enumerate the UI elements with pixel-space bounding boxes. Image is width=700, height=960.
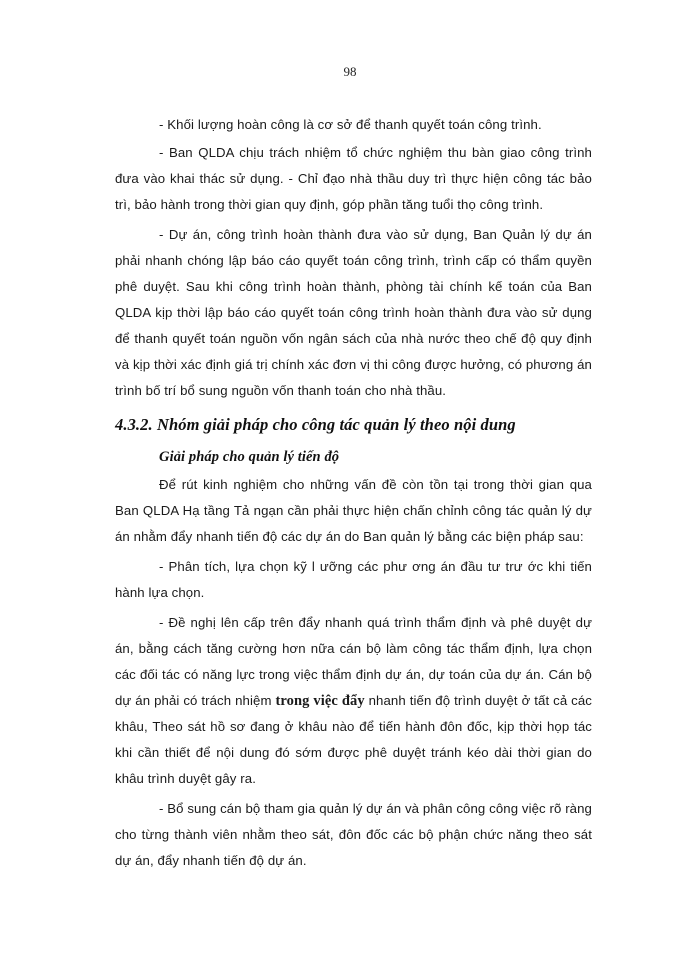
paragraph-appraisal-text-end: nhanh tiến độ trình duyệt ở tất cả các khâu, Theo sát hồ sơ đang ở khâu nào để tiến hành đôn đốc, kịp thời họp tác khi cần thiết để nội dung đó sớm được phê duyệt tránh kéo dài thời gian do khâu trình duyệt gây ra. bbox=[115, 693, 592, 786]
page-content bbox=[115, 112, 592, 878]
paragraph-appraisal-text-start: - Đề nghị lên cấp trên đẩy nhanh quá trình thẩm định và phê duyệt dự án, bằng cách tăng cường hơn nữa cán bộ làm công tác thẩm định, lựa chọn các đối tác có năng lực trong việc thẩm định dự án, dự toán của dự án. Cán bộ dự án phải có trách nhiệm bbox=[115, 615, 592, 708]
subsection-heading: Giải pháp cho quản lý tiến độ bbox=[159, 449, 340, 465]
page-number: 98 bbox=[343, 64, 357, 79]
emphasized-phrase: trong việc đẩy bbox=[275, 693, 365, 709]
section-heading: 4.3.2. Nhóm giải pháp cho công tác quản lý theo nội dung bbox=[115, 415, 516, 434]
paragraph-analysis-options: - Phân tích, lựa chọn kỹ l ưỡng các phư ơng án đầu tư trư ớc khi tiến hành lựa chọn. bbox=[115, 559, 592, 600]
paragraph-acceptance-handover: - Ban QLDA chịu trách nhiệm tổ chức nghiệm thu bàn giao công trình đưa vào khai thác sử dụng. - Chỉ đạo nhà thầu duy trì thực hiện công tác bảo trì, bảo hành trong thời gian quy định, góp phần tăng tuổi thọ công trình. bbox=[115, 145, 592, 212]
paragraph-lessons-learned: Để rút kinh nghiệm cho những vấn đề còn tồn tại trong thời gian qua Ban QLDA Hạ tầng Tả ngạn cần phải thực hiện chấn chỉnh công tác quản lý dự án nhằm đẩy nhanh tiến độ các dự án do Ban quản lý bằng các biện pháp sau: bbox=[115, 477, 592, 544]
paragraph-staff-assignment: - Bổ sung cán bộ tham gia quản lý dự án và phân công công việc rõ ràng cho từng thành viên nhằm theo sát, đôn đốc các bộ phận chức năng theo sát dự án, đẩy nhanh tiến độ dự án. bbox=[115, 801, 592, 868]
paragraph-completion-volume: - Khối lượng hoàn công là cơ sở để thanh quyết toán công trình. bbox=[159, 117, 542, 132]
paragraph-appraisal-approval bbox=[115, 610, 592, 792]
paragraph-final-settlement: - Dự án, công trình hoàn thành đưa vào sử dụng, Ban Quản lý dự án phải nhanh chóng lập báo cáo quyết toán công trình, trình cấp có thẩm quyền phê duyệt. Sau khi công trình hoàn thành, phòng tài chính kế toán của Ban QLDA kịp thời lập báo cáo quyết toán công trình hoàn thành đưa vào sử dụng để thanh quyết toán nguồn vốn ngân sách của nhà nước theo chế độ quy định và kịp thời xác định giá trị chính xác đơn vị thi công được hưởng, có phương án trình bố trí bổ sung nguồn vốn thanh toán cho nhà thầu. bbox=[115, 227, 592, 398]
